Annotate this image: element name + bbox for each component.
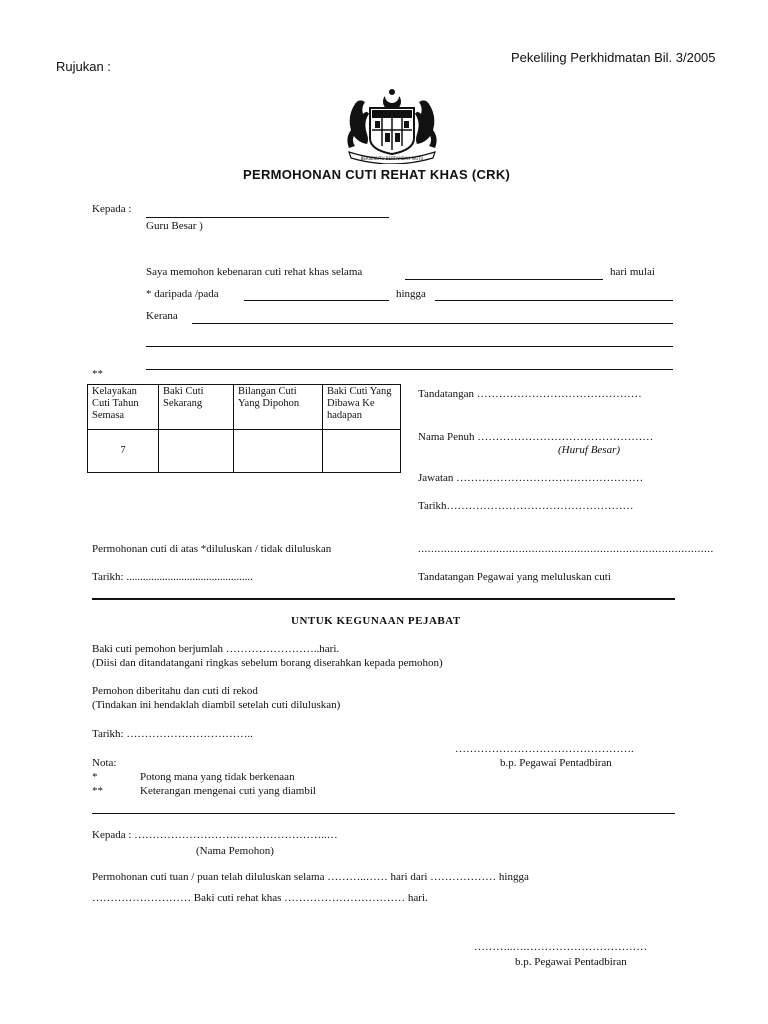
reason-line-2[interactable] [146, 346, 673, 347]
office-sign-dots[interactable]: …………………………………………. [455, 743, 634, 755]
office-date-field[interactable]: Tarikh: …………………………….. [92, 728, 253, 740]
double-asterisk-marker: ** [92, 368, 103, 380]
note2-marker: ** [92, 785, 103, 797]
office-bp-label: b.p. Pegawai Pentadbiran [500, 757, 612, 769]
end-date-line[interactable] [435, 300, 673, 301]
kepada-line[interactable] [146, 217, 389, 218]
baki-cuti-text: Baki cuti pemohon berjumlah ……………………..hari. [92, 643, 340, 655]
header-bilangan-cuti: Bilangan Cuti Yang Dipohon [234, 385, 323, 430]
daripada-label: * daripada /pada [146, 288, 219, 300]
nama-penuh-field[interactable]: Nama Penuh ………………………………………… [418, 431, 654, 443]
note1-marker: * [92, 771, 98, 783]
reply-approval-line-1: Permohonan cuti tuan / puan telah diluluskan selama ………..…… hari dari ……………… hingga [92, 871, 529, 883]
approval-date-field[interactable]: Tarikh: .............................................. [92, 571, 253, 583]
hari-mulai-label: hari mulai [610, 266, 655, 278]
baki-cuti-note: (Diisi dan ditandatangani ringkas sebelum borang diserahkan kepada pemohon) [92, 657, 443, 669]
reason-line-3[interactable] [146, 369, 673, 370]
approval-text: Permohonan cuti di atas *diluluskan / tidak diluluskan [92, 543, 332, 555]
svg-text:BERSEKUTU BERTAMBAH MUTU: BERSEKUTU BERTAMBAH MUTU [360, 156, 424, 161]
duration-line[interactable] [405, 279, 603, 280]
reason-line-1[interactable] [192, 323, 673, 324]
tarikh-field[interactable]: Tarikh…………………………………………… [418, 500, 634, 512]
section-divider [92, 598, 675, 600]
header-kelayakan: Kelayakan Cuti Tahun Semasa [88, 385, 159, 430]
reply-divider [92, 813, 675, 814]
kerana-label: Kerana [146, 310, 178, 322]
reply-bp-label: b.p. Pegawai Pentadbiran [515, 956, 627, 968]
tandatangan-field[interactable]: Tandatangan ……………………………………… [418, 388, 642, 400]
request-text: Saya memohon kebenaran cuti rehat khas selama [146, 266, 363, 278]
coat-of-arms-icon [337, 86, 447, 164]
note1-text: Potong mana yang tidak berkenaan [140, 771, 295, 783]
office-use-heading: UNTUK KEGUNAAN PEJABAT [291, 615, 461, 627]
note2-text: Keterangan mengenai cuti yang diambil [140, 785, 316, 797]
circular-reference: Pekeliling Perkhidmatan Bil. 3/2005 [511, 50, 716, 65]
diberitahu-text: Pemohon diberitahu dan cuti di rekod [92, 685, 258, 697]
approving-officer-label: Tandatangan Pegawai yang meluluskan cuti [418, 571, 611, 583]
start-date-line[interactable] [244, 300, 389, 301]
header-baki-dibawa: Baki Cuti Yang Dibawa Ke hadapan [323, 385, 401, 430]
diberitahu-note: (Tindakan ini hendaklah diambil setelah cuti diluluskan) [92, 699, 341, 711]
cell-bilangan-cuti[interactable] [234, 430, 323, 473]
jawatan-field[interactable]: Jawatan …………………………………………… [418, 472, 644, 484]
hingga-label: hingga [396, 288, 426, 300]
reply-kepada-field[interactable]: Kepada : ……………………………………………..… [92, 829, 338, 841]
form-title: PERMOHONAN CUTI REHAT KHAS (CRK) [243, 167, 511, 182]
reply-approval-line-2: ……………………… Baki cuti rehat khas …………………………… hari. [92, 892, 428, 904]
rujukan-label: Rujukan : [56, 59, 111, 74]
cell-baki-cuti[interactable] [159, 430, 234, 473]
cell-baki-dibawa[interactable] [323, 430, 401, 473]
reply-sign-dots[interactable]: ………..….…………………………… [474, 941, 648, 953]
cell-kelayakan[interactable]: 7 [88, 430, 159, 473]
nama-pemohon-label: (Nama Pemohon) [196, 845, 274, 857]
nota-label: Nota: [92, 757, 117, 769]
huruf-besar-note: (Huruf Besar) [558, 444, 621, 456]
approval-sign-dots[interactable]: ........................................................................................... [418, 543, 714, 555]
leave-table [87, 384, 401, 473]
header-baki-cuti: Baki Cuti Sekarang [159, 385, 234, 430]
guru-besar-label: Guru Besar ) [146, 220, 203, 232]
kepada-label: Kepada : [92, 203, 132, 215]
